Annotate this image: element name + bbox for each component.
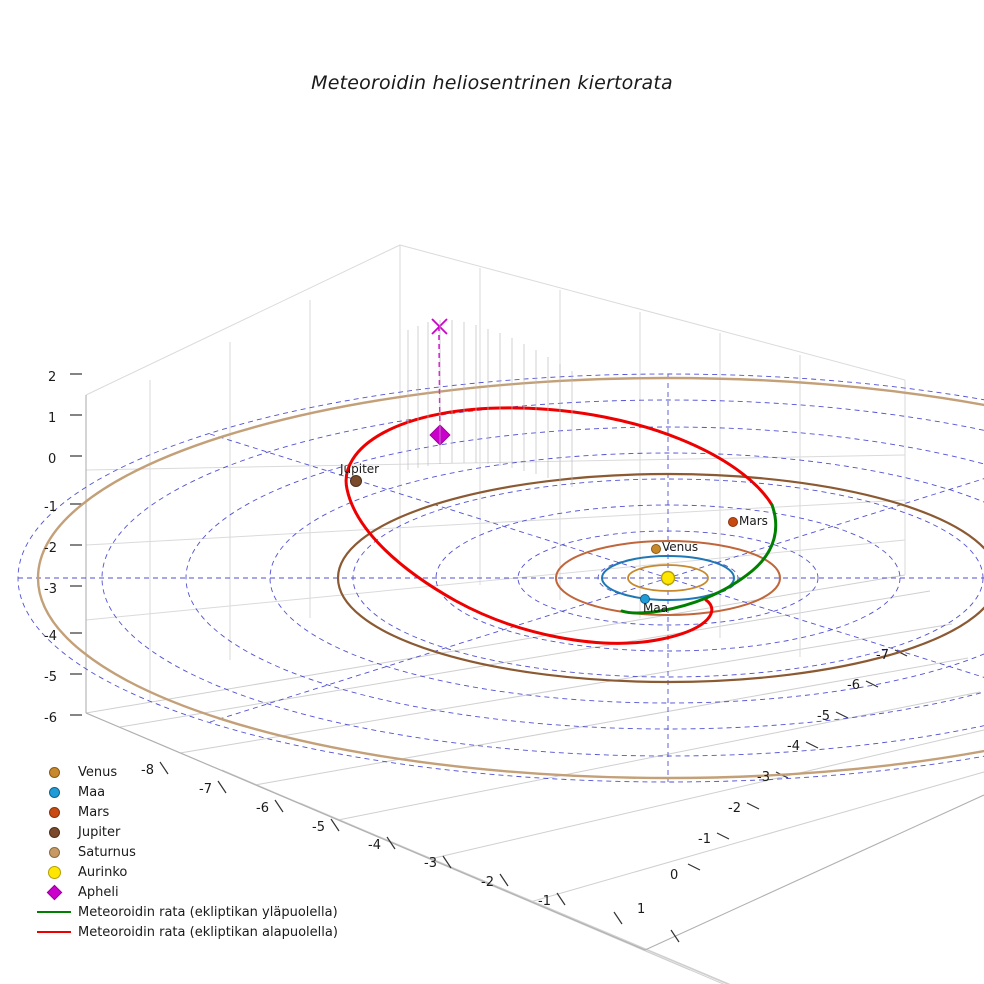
aphelion-marker-icon [30,887,78,898]
legend-label: Maa [78,784,106,800]
jupiter-marker-icon [30,827,78,838]
x-tick-label: -8 [141,763,154,778]
legend-label: Mars [78,804,110,820]
x-tick-label: -7 [199,782,212,797]
aphelion-dropline [432,319,447,434]
z-tick-label: -6 [44,711,57,726]
venus-marker [652,545,661,554]
label-jupiter: Jupiter [340,462,380,476]
mars-marker-icon [30,807,78,818]
x-tick-label: -2 [481,875,494,890]
legend-label: Aurinko [78,864,128,880]
page-title: Meteoroidin heliosentrinen kiertorata [311,72,673,94]
z-tick-label: -4 [44,629,57,644]
y-tick-label: -6 [847,678,860,693]
sun-marker [662,572,675,585]
legend [30,762,350,942]
legend-label: Meteoroidin rata (ekliptikan alapuolella) [78,924,338,940]
legend-label: Saturnus [78,844,136,860]
z-tick-label: 1 [48,411,57,426]
y-tick-label: -4 [787,739,800,754]
legend-item-maa [30,782,350,802]
legend-label: Meteoroidin rata (ekliptikan yläpuolella) [78,904,338,920]
z-tick-label: 0 [48,452,57,467]
z-tick-label: -5 [44,670,57,685]
x-tick-label: 0 [670,868,679,883]
legend-item-venus [30,762,350,782]
legend-label: Jupiter [78,824,121,840]
y-tick-label: -1 [698,832,711,847]
saturnus-marker-icon [30,847,78,858]
x-tick-label: -6 [256,801,269,816]
x-tick-label: 1 [637,902,646,917]
legend-label: Apheli [78,884,119,900]
legend-item-saturnus [30,842,350,862]
mars-marker [729,518,738,527]
y-tick-label: -2 [728,801,741,816]
legend-item-apheli [30,882,350,902]
back-pane-grid [86,245,905,713]
x-tick-label: -1 [538,894,551,909]
red-line-icon [30,931,78,933]
x-tick-label: -5 [312,820,325,835]
sun-marker-icon [30,866,78,879]
maa-marker-icon [30,787,78,798]
venus-marker-icon [30,767,78,778]
legend-item-mars [30,802,350,822]
x-tick-label: -3 [424,856,437,871]
z-tick-label: -3 [44,582,57,597]
z-tick-label: -1 [44,500,57,515]
legend-item-orbit-below [30,922,350,942]
label-maa: Maa [643,601,669,615]
legend-item-aurinko [30,862,350,882]
legend-item-orbit-above [30,902,350,922]
label-mars: Mars [739,514,768,528]
x-tick-label: -4 [368,838,381,853]
ecliptic-polar-grid [18,374,984,782]
label-venus: Venus [662,540,699,554]
y-tick-label: -3 [757,770,770,785]
y-tick-label: -5 [817,709,830,724]
z-tick-label: 2 [48,370,57,385]
y-tick-label: -7 [876,648,889,663]
z-tick-label: -2 [44,541,57,556]
legend-item-jupiter [30,822,350,842]
jupiter-marker [351,476,362,487]
green-line-icon [30,911,78,913]
legend-label: Venus [78,764,118,780]
